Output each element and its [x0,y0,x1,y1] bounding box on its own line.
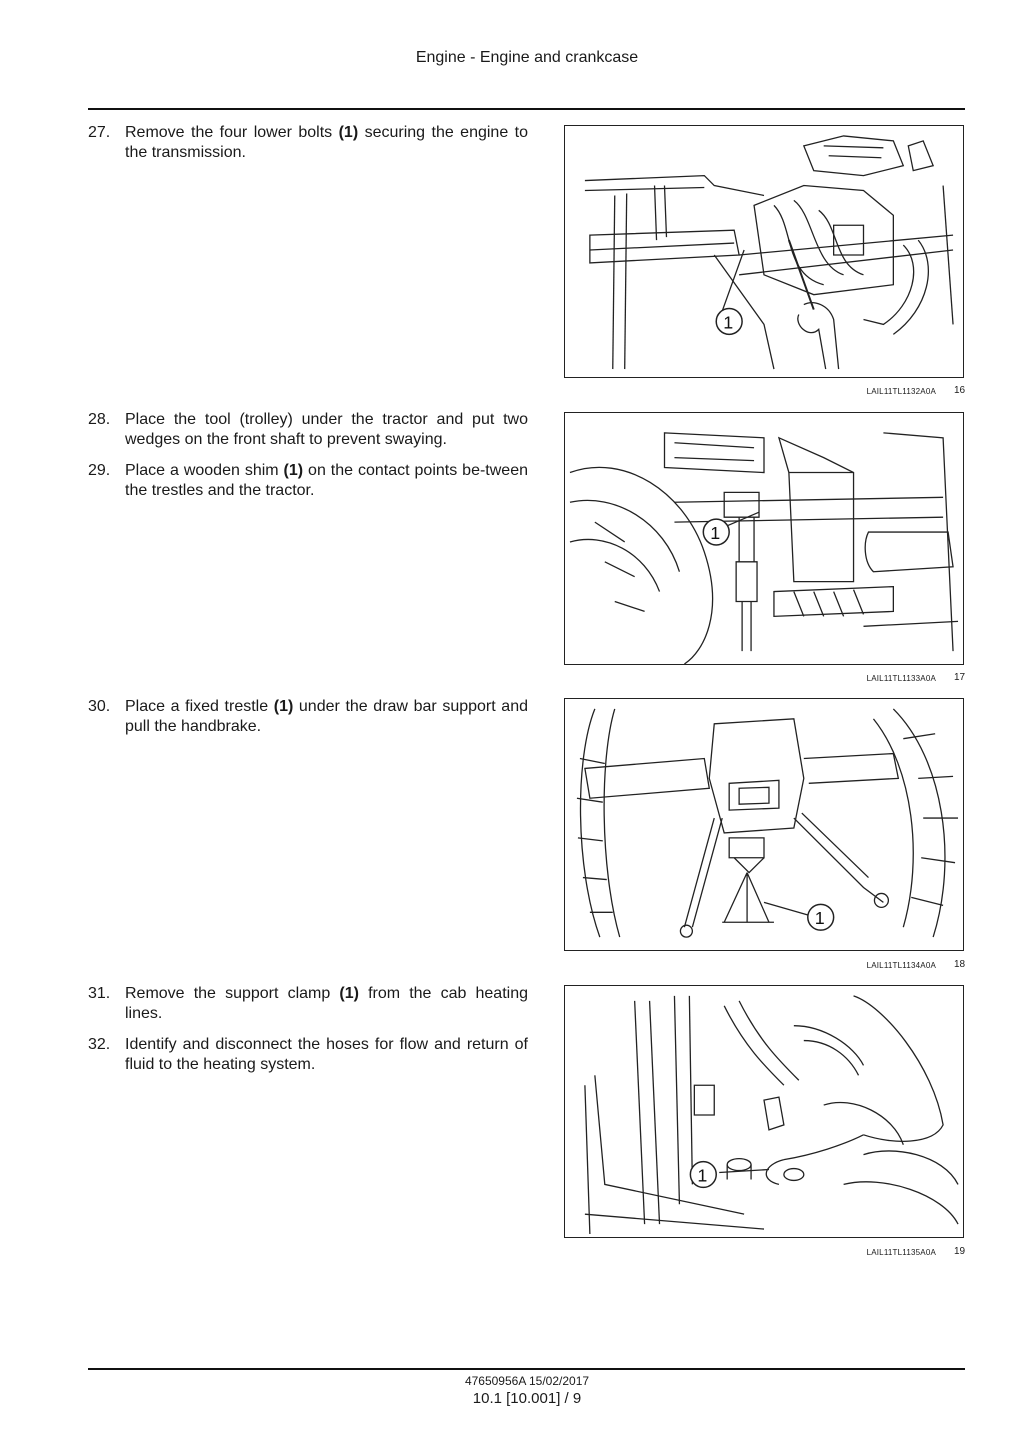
figure-code: LAIL11TL1135A0A [866,1248,936,1257]
figure-number: 17 [954,672,966,683]
reference-marker: (1) [283,462,304,479]
callout-1 [703,519,729,545]
step-text: Place a wooden shim (1) on the contact points be-tween the trestles and the tractor. [125,462,528,499]
figure-code: LAIL11TL1133A0A [866,674,936,683]
step-text: Place the tool (trolley) under the tractor and put two wedges on the front shaft to prevent swaying. [125,411,528,448]
step-32 [88,1035,528,1075]
figure-number: 18 [954,959,966,970]
step-31 [88,984,528,1024]
step-29 [88,461,528,501]
figure-number: 19 [954,1246,966,1257]
reference-marker: (1) [338,124,359,141]
step-group-31-32 [88,984,528,1086]
svg-text:1: 1 [710,523,721,543]
callout-1 [690,1162,716,1188]
step-text: Place a fixed trestle (1) under the draw bar support and pull the handbrake. [125,698,528,735]
step-number: 27. [88,124,111,141]
figure-19-heating-lines [564,985,964,1238]
step-number: 28. [88,411,111,428]
step-text: Remove the four lower bolts (1) securing the engine to the transmission. [125,124,528,161]
figure-16-engine-bolts [564,125,964,378]
reference-marker: (1) [273,698,294,715]
step-text: Remove the support clamp (1) from the cab heating lines. [125,985,528,1022]
step-group-27 [88,123,528,174]
figure-code: LAIL11TL1134A0A [866,961,936,970]
step-group-28-29 [88,410,528,512]
step-number: 29. [88,462,111,479]
figure-18-fixed-trestle [564,698,964,951]
step-number: 32. [88,1036,111,1053]
page-reference: 10.1 [10.001] / 9 [472,1390,582,1407]
callout-1 [808,904,834,930]
figure-code: LAIL11TL1132A0A [866,387,936,396]
reference-marker: (1) [339,985,359,1002]
step-number: 31. [88,985,111,1002]
page-header-title: Engine - Engine and crankcase [415,49,639,66]
step-number: 30. [88,698,111,715]
callout-1 [716,309,742,335]
svg-text:1: 1 [723,312,734,333]
document-code: 47650956A 15/02/2017 [464,1374,590,1388]
step-text: Identify and disconnect the hoses for flow and return of fluid to the heating system. [125,1036,528,1073]
footer-rule [88,1368,965,1370]
figure-17-wooden-shim [564,412,964,665]
svg-text:1: 1 [697,1165,708,1186]
step-30 [88,697,528,737]
step-27 [88,123,528,163]
step-28 [88,410,528,450]
header-rule [88,108,965,110]
figure-number: 16 [954,385,966,396]
step-group-30 [88,697,528,748]
svg-text:1: 1 [814,908,825,929]
